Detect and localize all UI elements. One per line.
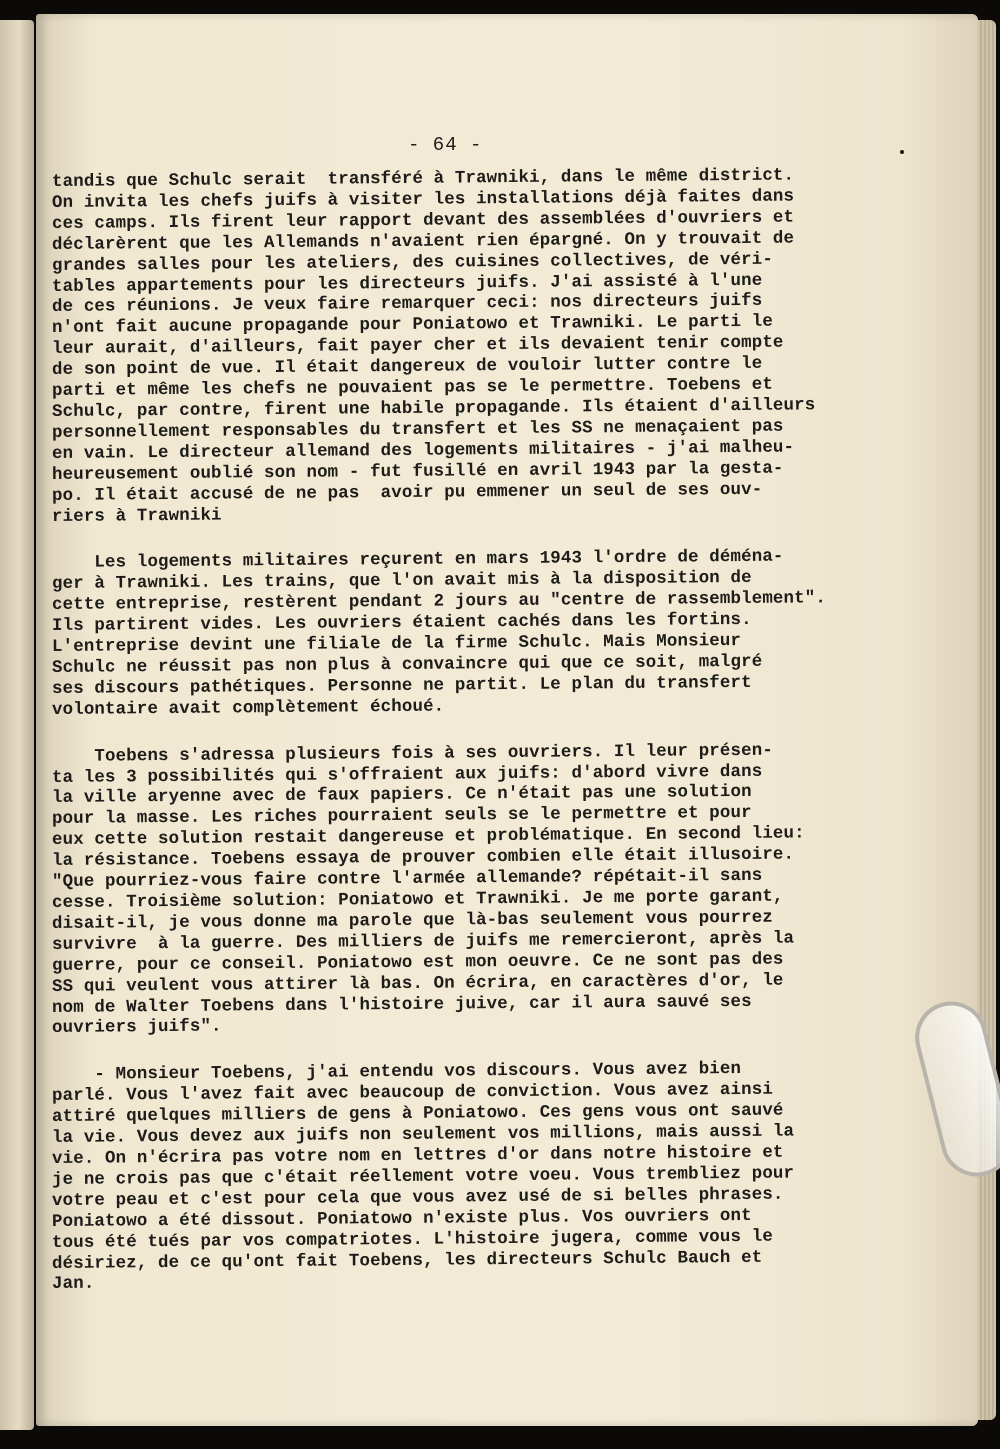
text-line: n'ont fait aucune propagande pour Poniatowo et Trawniki. Le parti le: [51, 312, 773, 339]
text-line: heureusement oublié son nom - fut fusillé en avril 1943 par la gesta-: [51, 458, 784, 485]
text-line: ces camps. Ils firent leur rapport devant des assemblées d'ouvriers et: [51, 207, 795, 234]
text-line: vie. On n'écrira pas votre nom en lettres d'or dans notre histoire et: [51, 1142, 784, 1169]
text-line: riers à Trawniki: [51, 505, 222, 527]
text-line: nom de Walter Toebens dans l'histoire juive, car il aura sauvé ses: [51, 991, 752, 1018]
text-line: parlé. Vous l'avez fait avec beaucoup de conviction. Vous avez ainsi: [51, 1079, 773, 1107]
text-line: leur aurait, d'ailleurs, fait payer cher et ils devaient tenir compte: [51, 332, 784, 360]
ink-dot: [900, 150, 904, 154]
paragraph-1: [51, 165, 942, 527]
text-line: Toebens s'adressa plusieurs fois à ses ouvriers. Il leur présen-: [51, 740, 773, 767]
text-line: L'entreprise devint une filiale de la firme Schulc. Mais Monsieur: [51, 631, 742, 658]
text-line: Schulc ne réussit pas non plus à convaincre qui que ce soit, malgré: [51, 651, 763, 678]
text-line: Les logements militaires reçurent en mars 1943 l'ordre de déménа-: [51, 547, 784, 574]
text-line: "Que pourriez-vous faire contre l'armée allemande? répétait-il sans: [51, 865, 763, 893]
text-line: guerre, pour ce conseil. Poniatowo est mon oeuvre. Ce ne sont pas des: [51, 949, 784, 976]
text-line: la vie. Vous devez aux juifs non seulement vos millions, mais aussi la: [51, 1121, 795, 1149]
paragraph-3: [51, 740, 942, 1040]
text-line: cesse. Troisième solution: Poniatowo et Trawniki. Je me porte garant,: [51, 886, 784, 913]
text-line: je ne crois pas que c'était réellement votre voeu. Vous trembliez pour: [51, 1163, 795, 1190]
text-line: eux cette solution restait dangereuse et problématique. En second lieu:: [51, 823, 805, 851]
page-stack-edge: [978, 20, 996, 1420]
text-line: Poniatowo a été dissout. Poniatowo n'existe plus. Vos ouvriers ont: [51, 1205, 752, 1232]
text-line: personnellement responsables du transfert et les SS ne menaçaient pas: [51, 416, 784, 443]
text-line: - Monsieur Toebens, j'ai entendu vos discours. Vous avez bien: [51, 1059, 742, 1086]
text-line: Jan.: [51, 1274, 95, 1295]
text-line: disait-il, je vous donne ma parole que là-bas seulement vous pourrez: [51, 907, 773, 934]
text-line: de son point de vue. Il était dangereux de vouloir lutter contre le: [51, 353, 763, 381]
text-line: ouvriers juifs".: [51, 1016, 222, 1039]
paragraph-4: [51, 1059, 942, 1295]
text-line: pour la masse. Les riches pourraient seuls se le permettre et pour: [51, 803, 752, 830]
text-line: ta les 3 possibilités qui s'offraient aux juifs: d'abord vivre dans: [51, 761, 763, 788]
text-line: la ville aryenne avec de faux papiers. Ce n'était pas une solution: [51, 782, 752, 809]
text-line: Ils partirent vides. Les ouvriers étaient cachés dans les fortins.: [51, 610, 752, 637]
text-line: Schulc, par contre, firent une habile propagande. Ils étaient d'ailleurs: [51, 395, 816, 422]
page-number: - 64 -: [408, 134, 483, 156]
text-line: cette entreprise, restèrent pendant 2 jours au "centre de rassemblement".: [51, 588, 826, 616]
text-line: SS qui veulent vous attirer là bas. On écrira, en caractères d'or, le: [51, 970, 784, 997]
text-line: volontaire avait complètement échoué.: [51, 696, 445, 720]
text-line: la résistance. Toebens essaya de prouver combien elle était illusoire.: [51, 844, 795, 872]
text-line: désiriez, de ce qu'ont fait Toebens, les directeurs Schulc Bauch et: [51, 1247, 763, 1274]
left-page-edge: [0, 20, 34, 1430]
text-line: tous été tués par vos compatriotes. L'histoire jugera, comme vous le: [51, 1226, 773, 1253]
text-line: déclarèrent que les Allemands n'avaient rien épargné. On y trouvait de: [51, 228, 795, 255]
text-line: de ces réunions. Je veux faire remarquer ceci: nos directeurs juifs: [51, 291, 763, 318]
text-line: tables appartements pour les directeurs juifs. J'ai assisté à l'une: [51, 270, 763, 297]
text-line: en vain. Le directeur allemand des logements militaires - j'ai malheu-: [51, 437, 795, 464]
text-line: votre peau et c'est pour cela que vous avez usé de si belles phrases.: [51, 1184, 784, 1211]
text-line: attiré quelques milliers de gens à Poniatowo. Ces gens vous ont sauvé: [51, 1100, 784, 1128]
text-line: parti et même les chefs ne pouvaient pas se le permettre. Toebens et: [51, 374, 773, 402]
paragraph-2: [51, 547, 942, 720]
text-line: survivre à la guerre. Des milliers de juifs me remercieront, après la: [51, 928, 795, 955]
text-line: ger à Trawniki. Les trains, que l'on avait mis à la disposition de: [51, 568, 752, 595]
text-line: tandis que Schulc serait transféré à Trawniki, dans le même district.: [51, 165, 795, 192]
text-line: grandes salles pour les ateliers, des cuisines collectives, de véri-: [51, 249, 773, 276]
typed-text-body: [51, 165, 942, 1321]
text-line: po. Il était accusé de ne pas avoir pu emmener un seul de ses ouv-: [51, 479, 763, 506]
text-line: ses discours pathétiques. Personne ne partit. Le plan du transfert: [51, 672, 752, 699]
text-line: On invita les chefs juifs à visiter les installations déjà faites dans: [51, 186, 795, 213]
